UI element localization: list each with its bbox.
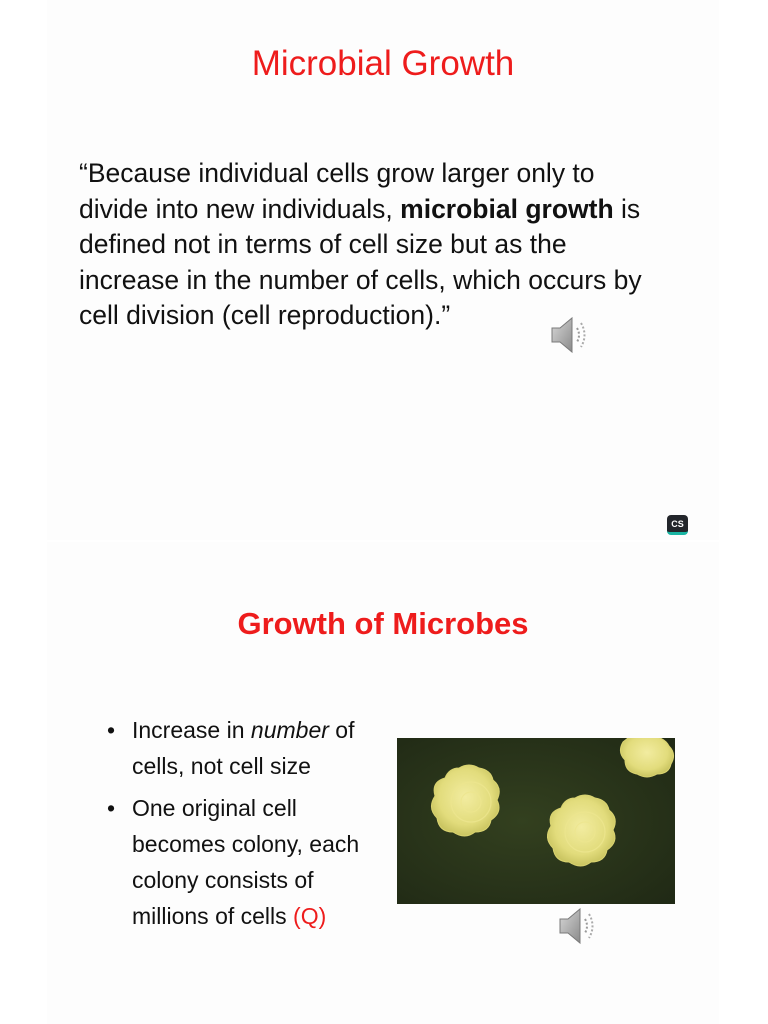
bacterial-colonies-photo: [397, 738, 675, 904]
bullet-text: of cells, not cell size: [132, 717, 355, 779]
bullet-text: Increase in: [132, 717, 251, 743]
bullet-emphasis: number: [250, 717, 329, 743]
bullet-item: [107, 712, 387, 784]
slide-title: Growth of Microbes: [237, 606, 529, 641]
speaker-icon[interactable]: [548, 313, 592, 357]
camscanner-badge: CS: [667, 515, 688, 535]
speaker-icon[interactable]: [556, 904, 600, 948]
bullet-list: [107, 712, 387, 940]
quote-part: “Because individual cells grow larger only to divide into new individuals,: [79, 158, 595, 224]
quote-bold-term: microbial growth: [400, 193, 614, 224]
slide-1: [47, 0, 719, 540]
bullet-item: [107, 790, 387, 934]
slide-title: Microbial Growth: [251, 44, 515, 83]
bullet-text: One original cell becomes colony, each colony consists of millions of cells: [132, 795, 360, 929]
quote-part: is defined not in terms of cell size but as the increase in the number of cells, which occurs by cell division (cell reproduction).”: [79, 193, 642, 330]
question-marker: (Q): [293, 903, 327, 929]
quote-text: [79, 156, 659, 334]
